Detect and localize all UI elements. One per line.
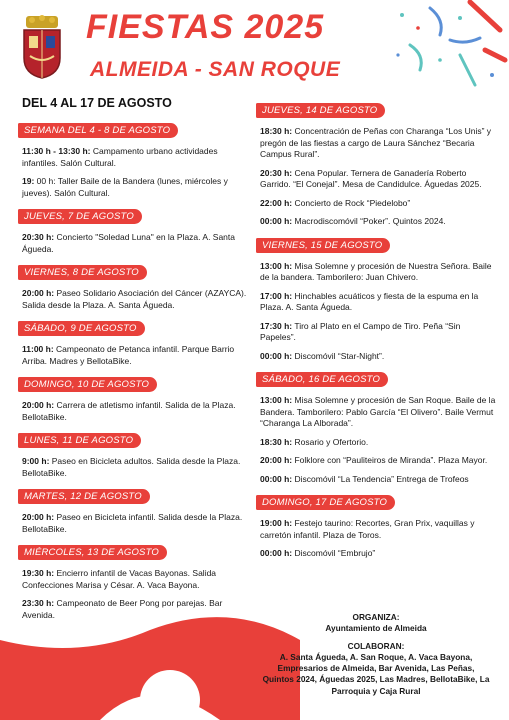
event-item: 00:00 h: Macrodiscomóvil “Poker”. Quintos 2024. <box>260 216 446 226</box>
page-subtitle: ALMEIDA - SAN ROQUE <box>90 58 341 81</box>
organiza-label: ORGANIZA: <box>352 612 400 622</box>
section-heading: VIERNES, 8 DE AGOSTO <box>18 265 147 280</box>
section-jueves-14 <box>256 100 498 228</box>
section-heading: SÁBADO, 9 DE AGOSTO <box>18 321 145 336</box>
section-jueves-7 <box>18 206 250 255</box>
event-item: 19:00 h: Festejo taurino: Recortes, Gran Prix, vaquillas y carretón infantil. Plaza de Toros. <box>260 518 475 540</box>
event-item: 18:30 h: Rosario y Ofertorio. <box>260 436 369 447</box>
colaboran-label: COLABORAN: <box>347 640 405 651</box>
event-item: 20:00 h: Folklore con “Pauliteiros de Miranda”. Plaza Mayor. <box>260 455 488 465</box>
section-sabado-9 <box>18 318 250 367</box>
section-martes-12 <box>18 486 250 535</box>
event-item: 17:30 h: Tiro al Plato en el Campo de Tiro. Peña “Sin Papeles”. <box>260 320 461 342</box>
event-item: 19: 00 h: Taller Baile de la Bandera (lunes, miércoles y jueves). Salón Cultural. <box>22 176 228 198</box>
section-week <box>18 120 250 199</box>
organiza-value: Ayuntamiento de Almeida <box>325 623 427 634</box>
left-column <box>18 120 250 628</box>
section-heading: LUNES, 11 DE AGOSTO <box>18 433 141 448</box>
event-item: 00:00 h: Discomóvil “Star-Night”. <box>260 350 385 361</box>
section-heading: SEMANA DEL 4 - 8 DE AGOSTO <box>18 123 178 138</box>
section-sabado-16 <box>256 369 498 485</box>
section-domingo-10 <box>18 374 250 423</box>
organizers-block <box>262 612 490 697</box>
event-item: 00:00 h: Discomóvil “Embrujo” <box>260 548 376 558</box>
event-item: 20:00 h: Paseo Solidario Asociación del Cáncer (AZAYCA). Salida desde la Plaza. A. Santa Águeda. <box>22 288 247 310</box>
section-viernes-15 <box>256 235 498 363</box>
event-item: 11:30 h - 13:30 h: Campamento urbano actividades infantiles. Salón Cultural. <box>22 146 218 168</box>
section-domingo-17 <box>256 492 498 560</box>
event-item: 13:00 h: Misa Solemne y procesión de San Roque. Baile de la Bandera. Tamborilero: Pablo García “El Olivero”. Baile Vermut “Charanga La Alborada”. <box>260 395 496 428</box>
event-item: 20:00 h: Carrera de atletismo infantil. Salida de la Plaza. BellotaBike. <box>22 400 236 422</box>
event-item: 17:00 h: Hinchables acuáticos y fiesta de la espuma en la Plaza. A. Santa Águeda. <box>260 290 479 312</box>
event-item: 9:00 h: Paseo en Bicicleta adultos. Salida desde la Plaza. BellotaBike. <box>22 456 241 478</box>
section-heading: MIÉRCOLES, 13 DE AGOSTO <box>18 545 167 560</box>
event-item: 13:00 h: Misa Solemne y procesión de Nuestra Señora. Baile de la bandera. Tamborilero: Juan Chivero. <box>260 260 492 282</box>
event-item: 23:30 h: Campeonato de Beer Pong por parejas. Bar Avenida. <box>22 598 223 620</box>
colaboran-value: A. Santa Águeda, A. San Roque, A. Vaca Bayona, Empresarios de Almeida, Bar Avenida, Las Peñas, Quintos 2024, Águedas 2025, Las Madres, BellotaBike, La Parroquia y Caja Rural <box>262 651 490 696</box>
section-miercoles-13 <box>18 542 250 621</box>
event-item: 20:30 h: Cena Popular. Ternera de Ganadería Roberto Garrido. “El Conejal”. Mesa de Candidulce. Águedas 2025. <box>260 167 482 189</box>
event-item: 20:30 h: Concierto "Soledad Luna" en la Plaza. A. Santa Águeda. <box>22 232 236 254</box>
right-column <box>256 100 498 567</box>
section-heading: SÁBADO, 16 DE AGOSTO <box>256 372 388 387</box>
section-lunes-11 <box>18 430 250 479</box>
section-heading: MARTES, 12 DE AGOSTO <box>18 489 150 504</box>
section-heading: DOMINGO, 10 DE AGOSTO <box>18 377 157 392</box>
confetti-decoration <box>390 0 509 90</box>
section-heading: VIERNES, 15 DE AGOSTO <box>256 238 390 253</box>
event-item: 22:00 h: Concierto de Rock “Piedelobo” <box>260 197 411 208</box>
coat-of-arms-icon <box>18 14 66 80</box>
section-viernes-8 <box>18 262 250 311</box>
section-heading: DOMINGO, 17 DE AGOSTO <box>256 495 395 510</box>
event-item: 18:30 h: Concentración de Peñas con Charanga “Los Unis” y pregón de las fiestas a cargo de Laura Sánchez “Becaria Campus Rural”. <box>260 126 492 159</box>
section-heading: JUEVES, 14 DE AGOSTO <box>256 103 385 118</box>
event-item: 00:00 h: Discomóvil “La Tendencia” Entrega de Trofeos <box>260 473 469 484</box>
event-item: 19:30 h: Encierro infantil de Vacas Bayonas. Salida Confecciones Marisa y César. A. Vaca Bayona. <box>22 568 217 590</box>
page-title: FIESTAS 2025 <box>86 8 325 46</box>
section-heading: JUEVES, 7 DE AGOSTO <box>18 209 142 224</box>
date-range: DEL 4 AL 17 DE AGOSTO <box>22 96 172 110</box>
event-item: 11:00 h: Campeonato de Petanca infantil. Parque Barrio Arriba. Madres y BellotaBike. <box>22 344 235 366</box>
event-item: 20:00 h: Paseo en Bicicleta infantil. Salida desde la Plaza. BellotaBike. <box>22 512 243 534</box>
